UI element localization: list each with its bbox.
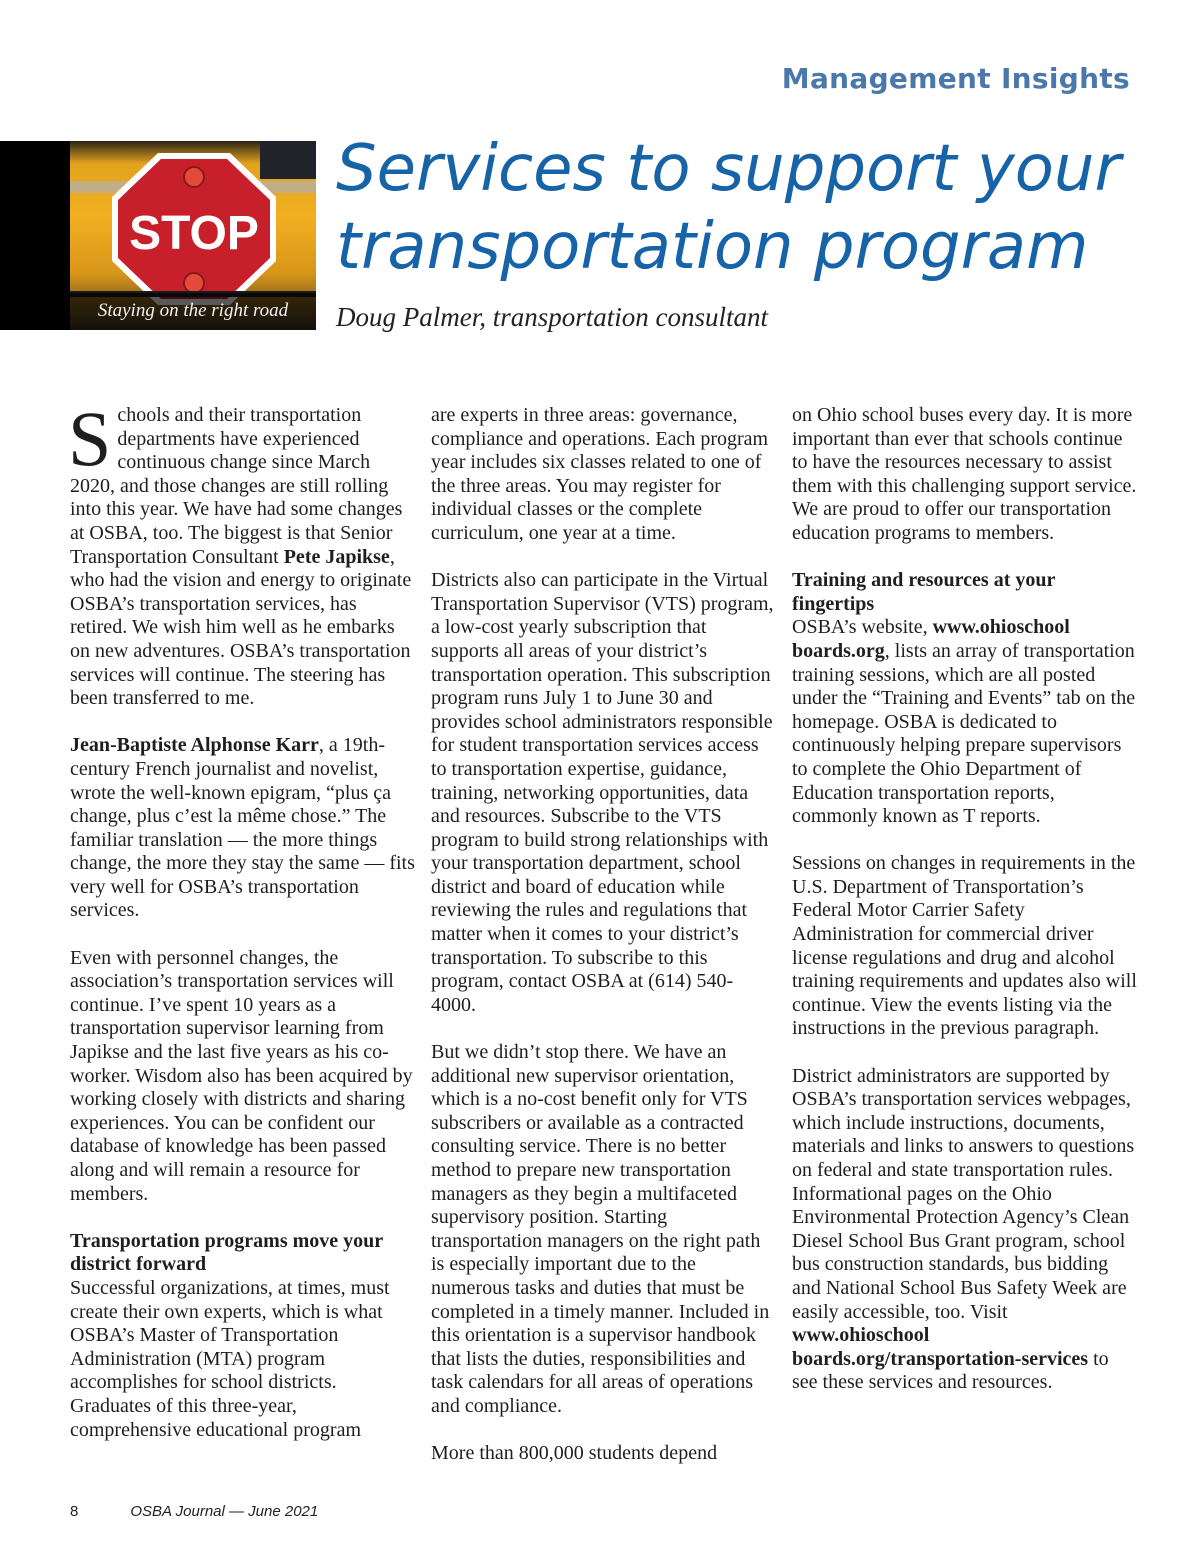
paragraph: OSBA’s website, www.ohioschool boards.org, lists an array of transportation training sessions, which are all posted under the “Training and Events” tab on the homepage. OSBA is dedicated to continuously helping prepare supervisors to complete the Ohio Department of Education transportation reports, commonly known as T reports. bbox=[792, 616, 1136, 828]
photo-caption: Staying on the right road bbox=[70, 293, 316, 330]
byline: Doug Palmer, transportation consultant bbox=[336, 302, 769, 332]
title-line-2: transportation program bbox=[336, 210, 1089, 284]
website-link[interactable]: www.ohioschool boards.org bbox=[792, 616, 1070, 662]
name-bold: Pete Japikse bbox=[283, 545, 390, 568]
publication-info: OSBA Journal — June 2021 bbox=[130, 1503, 319, 1520]
stop-sign-text: STOP bbox=[129, 207, 259, 260]
column-3 bbox=[792, 404, 1137, 1395]
paragraph: Even with personnel changes, the association’s transportation services will continue. I’ve spent 10 years as a transportation supervisor learning from Japikse and the last five years as his co-worker. Wisdom also has been acquired by working closely with districts and sharing experiences. You can be confident our database of knowledge has been passed along and will remain a resource for members. bbox=[70, 946, 413, 1205]
subheading: Transportation programs move your district forward bbox=[70, 1229, 383, 1276]
subheading: Training and resources at your fingertips bbox=[792, 569, 1055, 615]
black-tab bbox=[0, 141, 70, 330]
paragraph: Jean-Baptiste Alphonse Karr, a 19th-century French journalist and novelist, wrote the well-known epigram, “plus ça change, plus c’est la même chose.” The familiar translation — the more things change, the more they stay the same — fits very well for OSBA’s transportation services. bbox=[70, 734, 415, 922]
column-1 bbox=[68, 395, 415, 1442]
column-2 bbox=[431, 404, 776, 1466]
drop-cap: S bbox=[68, 395, 112, 482]
paragraph: District administrators are supported by OSBA’s transportation services webpages, which include instructions, documents, materials and links to answers to questions on federal and state transportation rules. Informational pages on the Ohio Environmental Protection Agency’s Clean Diesel School Bus Grant program, school bus construction standards, bus bidding and National School Bus Safety Week are easily accessible, too. Visit www.ohioschool boards.org/transportation-services to see these services and resources. bbox=[792, 1064, 1135, 1394]
page-footer bbox=[70, 1503, 318, 1520]
paragraph: on Ohio school buses every day. It is more important than ever that schools continue to have the resources necessary to assist them with this challenging support service. We are proud to offer our transportation education programs to members. bbox=[792, 404, 1137, 544]
services-link[interactable]: www.ohioschool boards.org/transportation-services bbox=[792, 1324, 1089, 1370]
paragraph: Sessions on changes in requirements in the U.S. Department of Transportation’s Federal Motor Carrier Safety Administration for commercial driver license regulations and drug and alcohol training requirements and updates also will continue. View the events listing via the instructions in the previous paragraph. bbox=[792, 852, 1137, 1040]
stop-sign-icon bbox=[108, 149, 280, 309]
paragraph: More than 800,000 students depend bbox=[431, 1442, 718, 1465]
page-number: 8 bbox=[70, 1503, 79, 1520]
name-bold: Jean-Baptiste Alphonse Karr bbox=[70, 734, 319, 757]
section-label: Management Insights bbox=[781, 62, 1130, 95]
paragraph: Successful organizations, at times, must create their own experts, which is what OSBA’s Master of Transportation Administration (MTA) program accomplishes for school districts. Graduates of this three-year, comprehensive educational program bbox=[70, 1276, 390, 1441]
article-title bbox=[336, 130, 1166, 286]
paragraph: Schools and their transportation departments have experienced continuous change since March 2020, and those changes are still rolling into this year. We have had some changes at OSBA, too. The biggest is that Senior Transportation Consultant Pete Japikse, who had the vision and energy to originate OSBA’s transportation services, has retired. We wish him well as he embarks on new adventures. OSBA’s transportation services will continue. The steering has been transferred to me. bbox=[68, 395, 412, 710]
title-line-1: Services to support your bbox=[336, 132, 1121, 206]
paragraph: are experts in three areas: governance, compliance and operations. Each program year includes six classes related to one of the three areas. You may register for individual classes or the complete curriculum, one year at a time. bbox=[431, 404, 769, 544]
paragraph: But we didn’t stop there. We have an additional new supervisor orientation, which is a no-cost benefit only for VTS subscribers or available as a contracted consulting service. There is no better method to prepare new transportation managers as they begin a multifaceted supervisory position. Starting transportation managers on the right path is especially important due to the numerous tasks and duties that must be completed in a timely manner. Included in this orientation is a supervisor handbook that lists the duties, responsibilities and task calendars for all areas of operations and compliance. bbox=[431, 1041, 770, 1417]
paragraph: Districts also can participate in the Virtual Transportation Supervisor (VTS) program, a low-cost yearly subscription that supports all areas of your district’s transportation operation. This subscription program runs July 1 to June 30 and provides school administrators responsible for student transportation services access to transportation expertise, guidance, training, networking opportunities, data and resources. Subscribe to the VTS program to build strong relationships with your transportation department, school district and board of education while reviewing the rules and regulations that matter when it comes to your district’s transportation. To subscribe to this program, contact OSBA at (614) 540-4000. bbox=[431, 569, 774, 1016]
